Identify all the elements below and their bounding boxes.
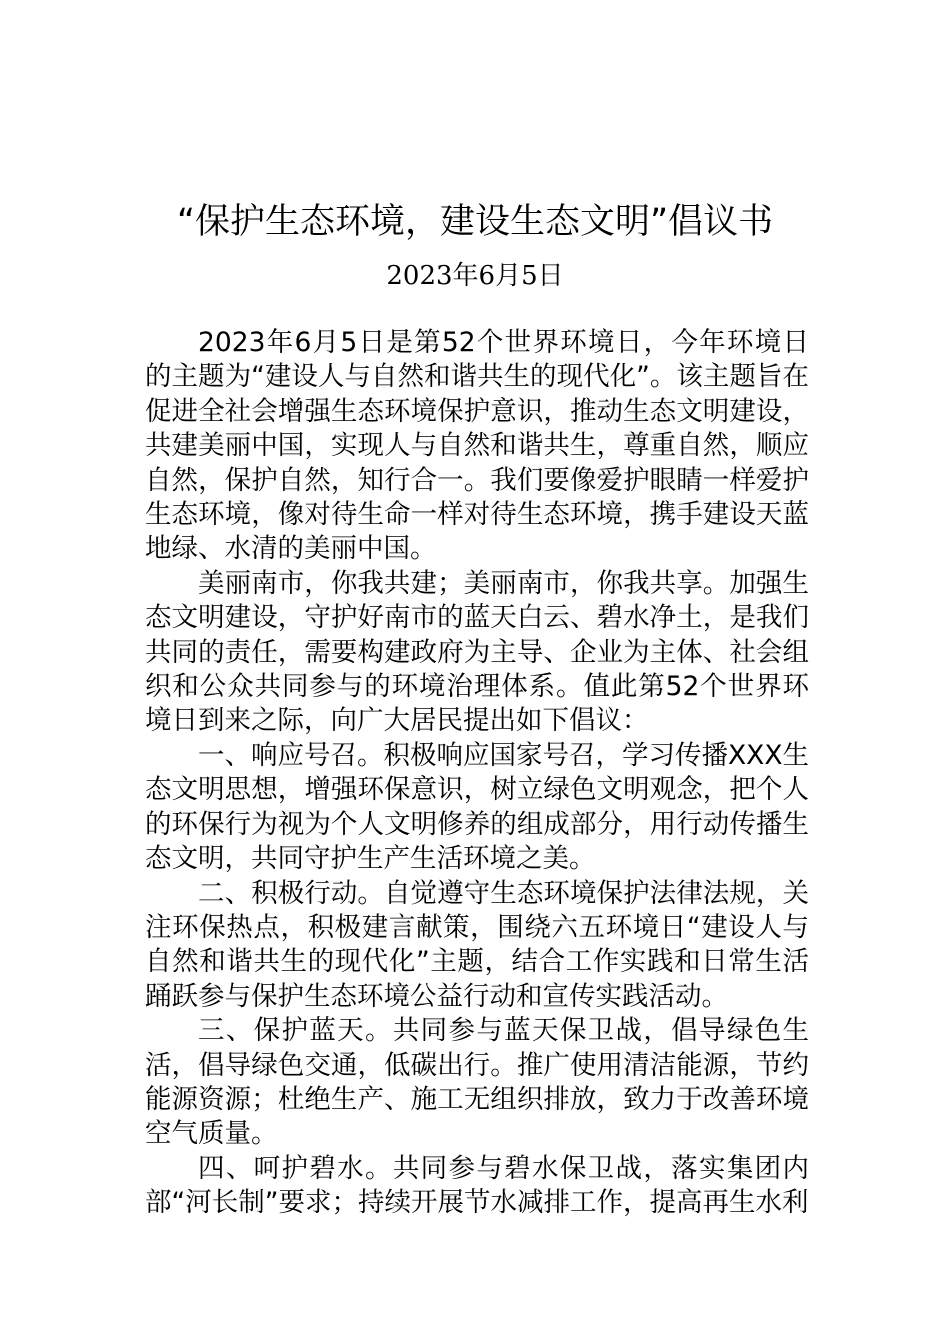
document-title: “保护生态环境，建设生态文明”倡议书 [176,202,774,242]
paragraph-item-4: 四、呵护碧水。共同参与碧水保卫战，落实集团内部“河长制”要求；持续开展节水减排工作，提高再生水利 [145,1152,809,1219]
paragraph-item-1: 一、响应号召。积极响应国家号召，学习传播XXX生态文明思想，增强环保意识，树立绿色文明观念，把个人的环保行为视为个人文明修养的组成部分，用行动传播生态文明，共同守护生产生活环境之美。 [145,739,809,875]
paragraph-item-3: 三、保护蓝天。共同参与蓝天保卫战，倡导绿色生活，倡导绿色交通，低碳出行。推广使用清洁能源，节约能源资源；杜绝生产、施工无组织排放，致力于改善环境空气质量。 [145,1015,809,1150]
paragraph-city-call: 美丽南市，你我共建；美丽南市，你我共享。加强生态文明建设，守护好南市的蓝天白云、碧水净土，是我们共同的责任，需要构建政府为主导、企业为主体、社会组织和公众共同参与的环境治理体系。值此第52个世界环境日到来之际，向广大居民提出如下倡议： [145,567,809,737]
paragraph-item-2: 二、积极行动。自觉遵守生态环境保护法律法规，关注环保热点，积极建言献策，围绕六五环境日“建设人与自然和谐共生的现代化”主题，结合工作实践和日常生活踊跃参与保护生态环境公益行动和宣传实践活动。 [145,877,809,1012]
document-body [145,326,809,1221]
document-date: 2023年6月5日 [386,261,564,291]
paragraph-intro: 2023年6月5日是第52个世界环境日，今年环境日的主题为“建设人与自然和谐共生的现代化”。该主题旨在促进全社会增强生态环境保护意识，推动生态文明建设，共建美丽中国，实现人与自然和谐共生，尊重自然，顺应自然，保护自然，知行合一。我们要像爱护眼睛一样爱护生态环境，像对待生命一样对待生态环境，携手建设天蓝地绿、水清的美丽中国。 [145,327,809,565]
